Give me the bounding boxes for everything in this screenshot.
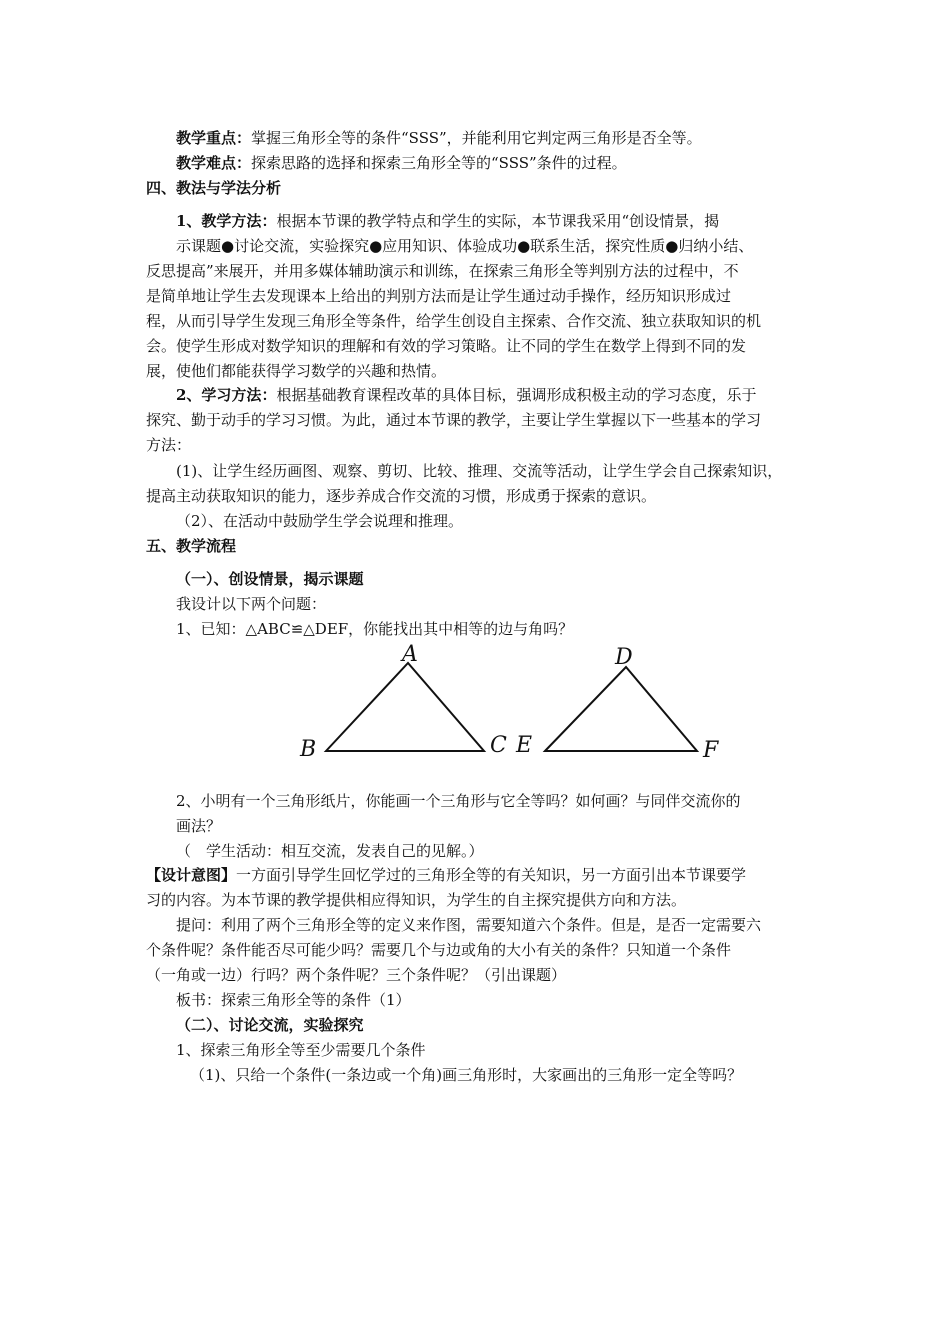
design-label: 【设计意图】 bbox=[146, 866, 237, 884]
design-line-0 bbox=[146, 864, 746, 886]
question-line-2: （一角或一边）行吗？两个条件呢？三个条件呢？（引出课题） bbox=[146, 966, 567, 984]
method1-text: 根据本节课的教学特点和学生的实际，本节课我采用“创设情景，揭 bbox=[276, 212, 720, 230]
method1-line-0 bbox=[176, 210, 719, 232]
triangle-def bbox=[545, 667, 697, 751]
board-line: 板书：探索三角形全等的条件（1） bbox=[176, 991, 411, 1009]
method2-line-1: 探究、勤于动手的学习习惯。为此，通过本节课的教学，主要让学生掌握以下一些基本的学习 bbox=[146, 411, 762, 429]
method1-line-6: 展，使他们都能获得学习数学的兴趣和热情。 bbox=[146, 362, 447, 380]
key-point-label: 教学重点： bbox=[176, 129, 252, 147]
difficult-point-label: 教学难点： bbox=[176, 154, 252, 172]
item2-line: （2）、在活动中鼓励学生学会说理和推理。 bbox=[176, 512, 464, 530]
vertex-label-e: E bbox=[516, 733, 533, 758]
method2-text: 根据基础教育课程改革的具体目标，强调形成积极主动的学习态度，乐于 bbox=[276, 386, 757, 404]
item1-line-0: (1)、让学生经历画图、观察、剪切、比较、推理、交流等活动，让学生学会自己探索知识， bbox=[176, 462, 783, 480]
activity-line: （ 学生活动：相互交流，发表自己的见解。） bbox=[176, 842, 484, 860]
sub2-heading: （二）、讨论交流，实验探究 bbox=[176, 1016, 364, 1034]
question2-line-1: 画法？ bbox=[176, 817, 222, 835]
method2-line-2: 方法： bbox=[146, 436, 192, 454]
method2-line-0 bbox=[176, 384, 756, 406]
triangle-abc bbox=[326, 663, 484, 751]
method2-label: 2、学习方法： bbox=[176, 386, 277, 404]
method1-line-1: 示课题●讨论交流，实验探究●应用知识、体验成功●联系生活，探究性质●归纳小结、 bbox=[176, 237, 754, 255]
method1-label: 1、教学方法： bbox=[176, 212, 277, 230]
difficult-point-text: 探索思路的选择和探索三角形全等的“SSS”条件的过程。 bbox=[251, 154, 627, 172]
section4-heading: 四、教法与学法分析 bbox=[146, 179, 282, 197]
question-line-1: 个条件呢？条件能否尽可能少吗？需要几个与边或角的大小有关的条件？只知道一个条件 bbox=[146, 941, 732, 959]
vertex-label-a: A bbox=[402, 642, 418, 667]
method1-line-2: 反思提高”来展开，并用多媒体辅助演示和训练，在探索三角形全等判别方法的过程中，不 bbox=[146, 262, 739, 280]
section5-heading: 五、教学流程 bbox=[146, 537, 237, 555]
method1-line-5: 会。使学生形成对数学知识的理解和有效的学习策略。让不同的学生在数学上得到不同的发 bbox=[146, 337, 747, 355]
intro-line: 我设计以下两个问题： bbox=[176, 595, 327, 613]
vertex-label-b: B bbox=[300, 737, 317, 762]
explore-line: 1、探索三角形全等至少需要几个条件 bbox=[176, 1041, 426, 1059]
vertex-label-c: C bbox=[490, 733, 507, 758]
key-point-text: 掌握三角形全等的条件“SSS”，并能利用它判定两三角形是否全等。 bbox=[251, 129, 702, 147]
question-line-0: 提问：利用了两个三角形全等的定义来作图，需要知道六个条件。但是，是否一定需要六 bbox=[176, 916, 762, 934]
question2-line-0: 2、小明有一个三角形纸片，你能画一个三角形与它全等吗？如何画？与同伴交流你的 bbox=[176, 792, 741, 810]
question1-line: 1、已知：△ABC≌△DEF，你能找出其中相等的边与角吗？ bbox=[176, 620, 574, 638]
explore1-line: （1)、只给一个条件(一条边或一个角)画三角形时，大家画出的三角形一定全等吗？ bbox=[190, 1066, 743, 1084]
method1-line-4: 程，从而引导学生发现三角形全等条件，给学生创设自主探索、合作交流、独立获取知识的机 bbox=[146, 312, 762, 330]
congruent-triangles-diagram bbox=[290, 640, 730, 770]
design-text: 一方面引导学生回忆学过的三角形全等的有关知识，另一方面引出本节课要学 bbox=[236, 866, 747, 884]
difficult-point-line bbox=[176, 152, 627, 174]
triangles-figure bbox=[290, 640, 730, 770]
key-point-line bbox=[176, 127, 702, 149]
design-line-1: 习的内容。为本节课的教学提供相应得知识，为学生的自主探究提供方向和方法。 bbox=[146, 891, 687, 909]
method1-line-3: 是简单地让学生去发现课本上给出的判别方法而是让学生通过动手操作，经历知识形成过 bbox=[146, 287, 732, 305]
vertex-label-f: F bbox=[703, 738, 719, 763]
vertex-label-d: D bbox=[615, 645, 633, 670]
sub1-heading: （一）、创设情景，揭示课题 bbox=[176, 570, 364, 588]
item1-line-1: 提高主动获取知识的能力，逐步养成合作交流的习惯，形成勇于探索的意识。 bbox=[146, 487, 657, 505]
